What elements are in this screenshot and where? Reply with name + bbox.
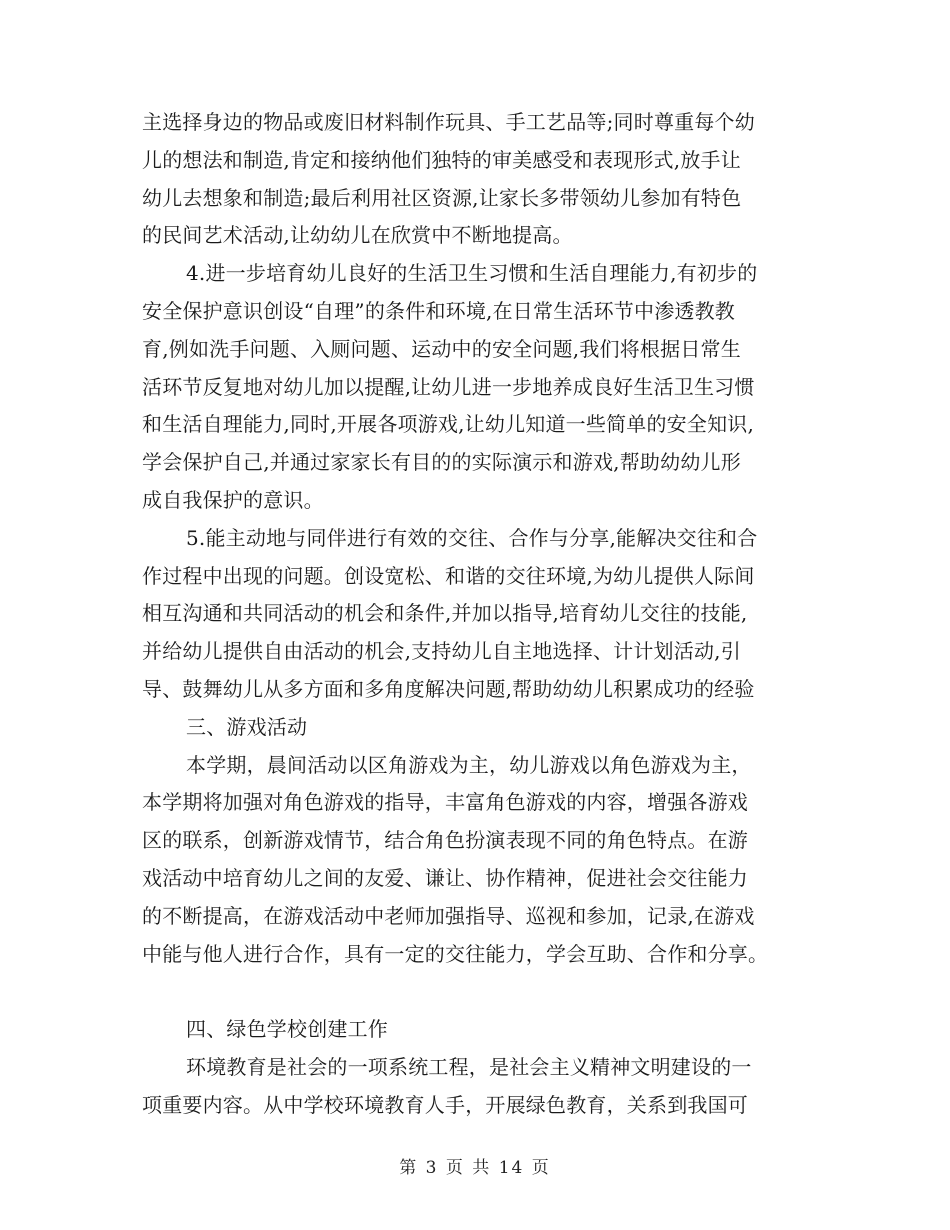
text-line: 导、鼓舞幼儿从多方面和多角度解决问题,帮助幼幼儿积累成功的经验 [142,676,755,701]
text-line: 本学期将加强对角色游戏的指导，丰富角色游戏的内容，增强各游戏 [142,790,748,815]
text-line: 区的联系，创新游戏情节，结合角色扮演表现不同的角色特点。在游 [142,828,748,853]
text-line: 和生活自理能力,同时,开展各项游戏,让幼儿知道一些简单的安全知识, [142,412,755,437]
text-line: 幼儿去想象和制造;最后利用社区资源,让家长多带领幼儿参加有特色 [142,185,742,210]
section-heading-green-school: 四、绿色学校创建工作 [186,1017,388,1042]
paragraph-start-games: 本学期，晨间活动以区角游戏为主，幼儿游戏以角色游戏为主， [186,752,752,777]
text-line: 戏活动中培育幼儿之间的友爱、谦让、协作精神，促进社会交往能力 [142,865,748,890]
text-line: 儿的想法和制造,肯定和接纳他们独特的审美感受和表现形式,放手让 [142,147,741,172]
text-line: 活环节反复地对幼儿加以提醒,让幼儿进一步地养成良好生活卫生习惯 [142,374,755,399]
page-footer: 第 3 页 共 14 页 [399,1158,551,1178]
text-line: 作过程中出现的问题。创设宽松、和谐的交往环境,为幼儿提供人际间 [142,563,755,588]
body-text [142,104,822,1125]
blank-line [142,973,822,1011]
text-line: 的民间艺术活动,让幼幼儿在欣赏中不断地提高。 [142,223,573,248]
text-line: 中能与他人进行合作，具有一定的交往能力，学会互助、合作和分享。 [142,941,769,966]
section-heading-games: 三、游戏活动 [186,714,308,739]
text-line: 成自我保护的意识。 [142,487,324,512]
text-line: 主选择身边的物品或废旧材料制作玩具、手工艺品等;同时尊重每个幼 [142,110,755,134]
paragraph-start-5: 5.能主动地与同伴进行有效的交往、合作与分享,能解决交往和合 [186,525,758,550]
text-line: 的不断提高，在游戏活动中老师加强指导、巡视和参加，记录,在游戏 [142,903,755,928]
text-line: 安全保护意识创设“自理”的条件和环境,在日常生活环节中渗透教教 [142,298,736,323]
text-line: 项重要内容。从中学校环境教育人手，开展绿色教育，关系到我国可 [142,1092,748,1117]
paragraph-start-environment: 环境教育是社会的一项系统工程，是社会主义精神文明建设的一 [186,1054,752,1079]
text-line: 并给幼儿提供自由活动的机会,支持幼儿自主地选择、计计划活动,引 [142,639,741,664]
text-line: 育,例如洗手问题、入厕问题、运动中的安全问题,我们将根据日常生 [142,336,741,361]
text-line: 相互沟通和共同活动的机会和条件,并加以指导,培育幼儿交往的技能, [142,601,748,626]
paragraph-start-4: 4.进一步培育幼儿良好的生活卫生习惯和生活自理能力,有初步的 [186,261,758,286]
text-line: 学会保护自己,并通过家家长有目的的实际演示和游戏,帮助幼幼儿形 [142,450,741,475]
